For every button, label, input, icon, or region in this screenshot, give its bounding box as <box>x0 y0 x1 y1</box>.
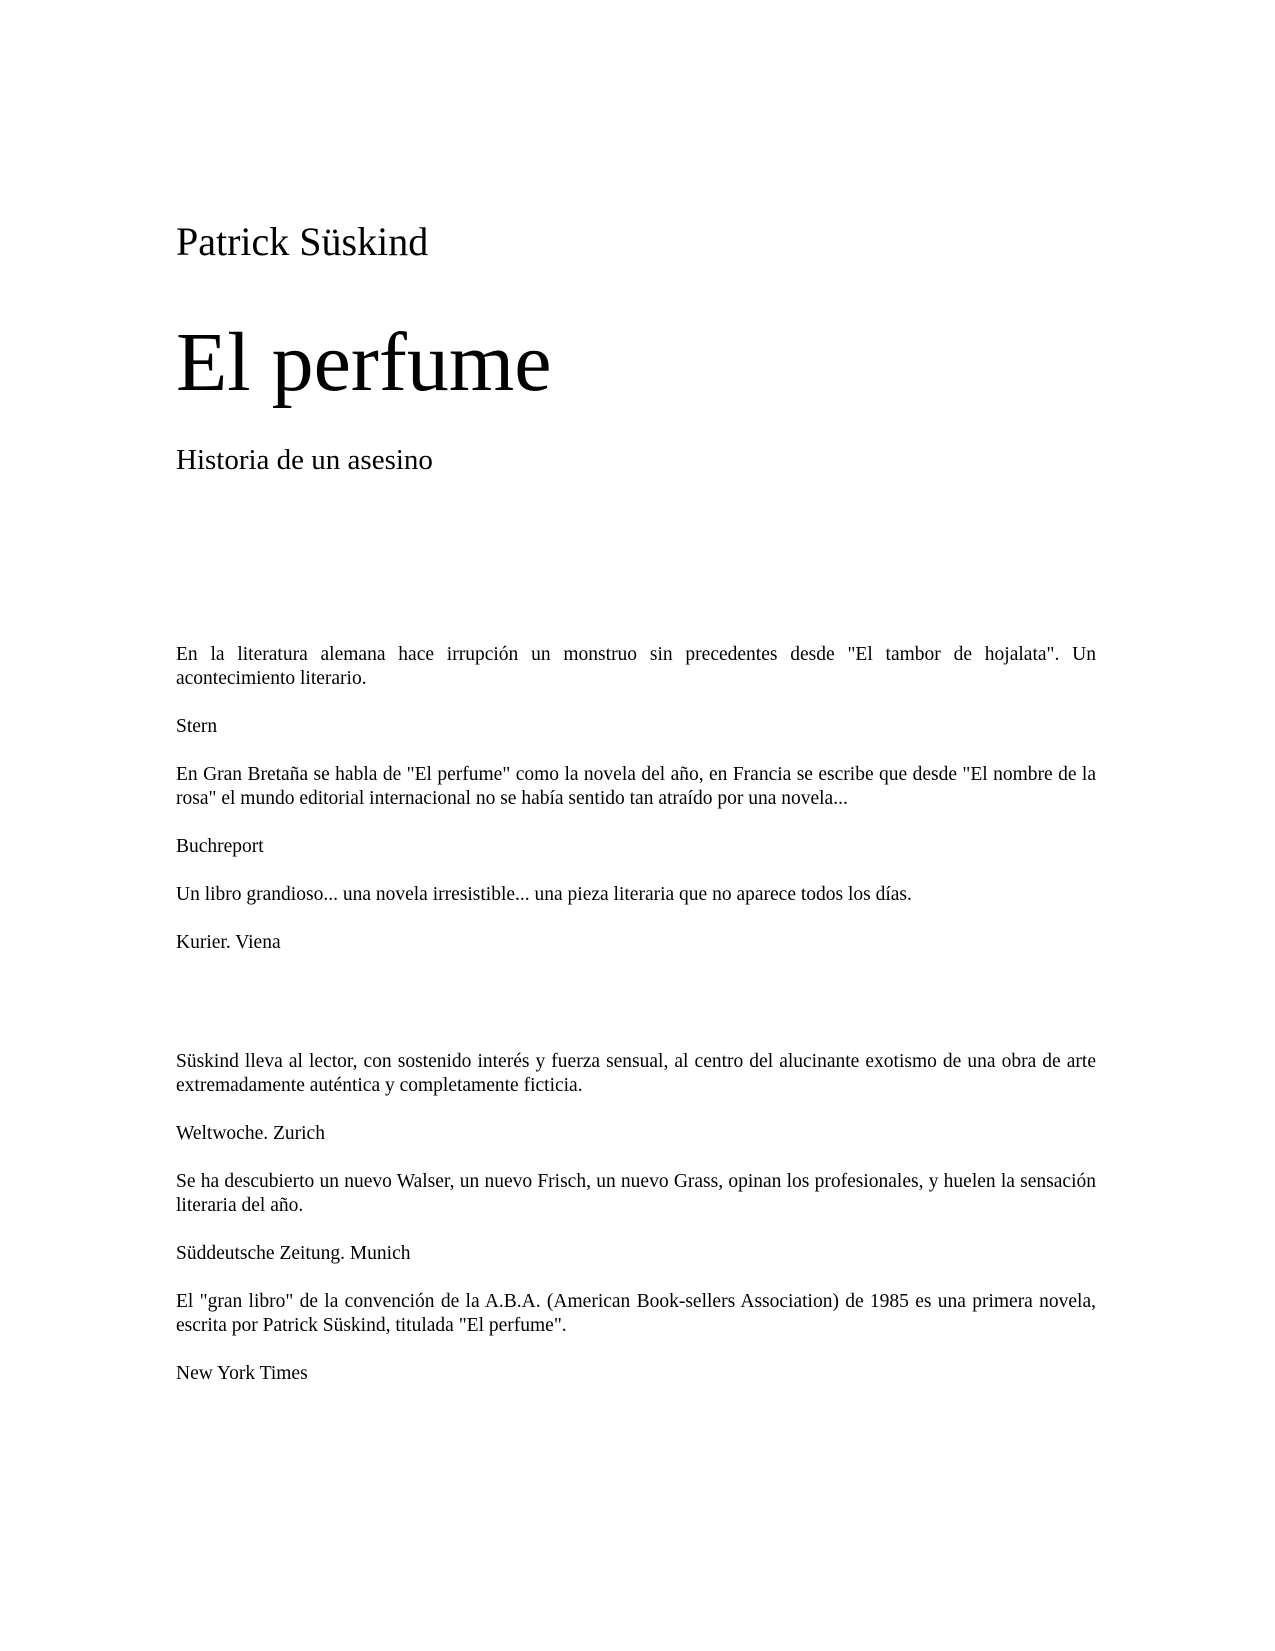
review-quote: El "gran libro" de la convención de la A.B.A. (American Book-sellers Association) de 1985 es una primera novela, escrita por Patrick Süskind, titulada "El perfume". <box>176 1291 1096 1336</box>
review-source: Buchreport <box>176 836 264 857</box>
review-quote: En Gran Bretaña se habla de "El perfume" como la novela del año, en Francia se escribe que desde "El nombre de la rosa" el mundo editorial internacional no se había sentido tan atraído por una novela... <box>176 764 1096 809</box>
review-source: New York Times <box>176 1363 308 1384</box>
review-quote: En la literatura alemana hace irrupción un monstruo sin precedentes desde "El tambor de hojalata". Un acontecimiento literario. <box>176 644 1096 689</box>
review-source: Stern <box>176 716 218 737</box>
review-quote: Un libro grandioso... una novela irresistible... una pieza literaria que no aparece todos los días. <box>176 884 912 905</box>
review-source: Kurier. Viena <box>176 932 281 953</box>
reviews-section-1 <box>176 643 1096 979</box>
review-source: Weltwoche. Zurich <box>176 1123 325 1144</box>
review-quote: Se ha descubierto un nuevo Walser, un nuevo Frisch, un nuevo Grass, opinan los profesionales, y huelen la sensación literaria del año. <box>176 1171 1096 1216</box>
book-title: El perfume <box>176 316 552 409</box>
book-subtitle: Historia de un asesino <box>176 444 433 476</box>
review-source: Süddeutsche Zeitung. Munich <box>176 1243 411 1264</box>
reviews-section-2 <box>176 1050 1096 1410</box>
review-quote: Süskind lleva al lector, con sostenido interés y fuerza sensual, al centro del alucinante exotismo de una obra de arte extremadamente auténtica y completamente ficticia. <box>176 1051 1096 1096</box>
author-name: Patrick Süskind <box>176 219 429 264</box>
